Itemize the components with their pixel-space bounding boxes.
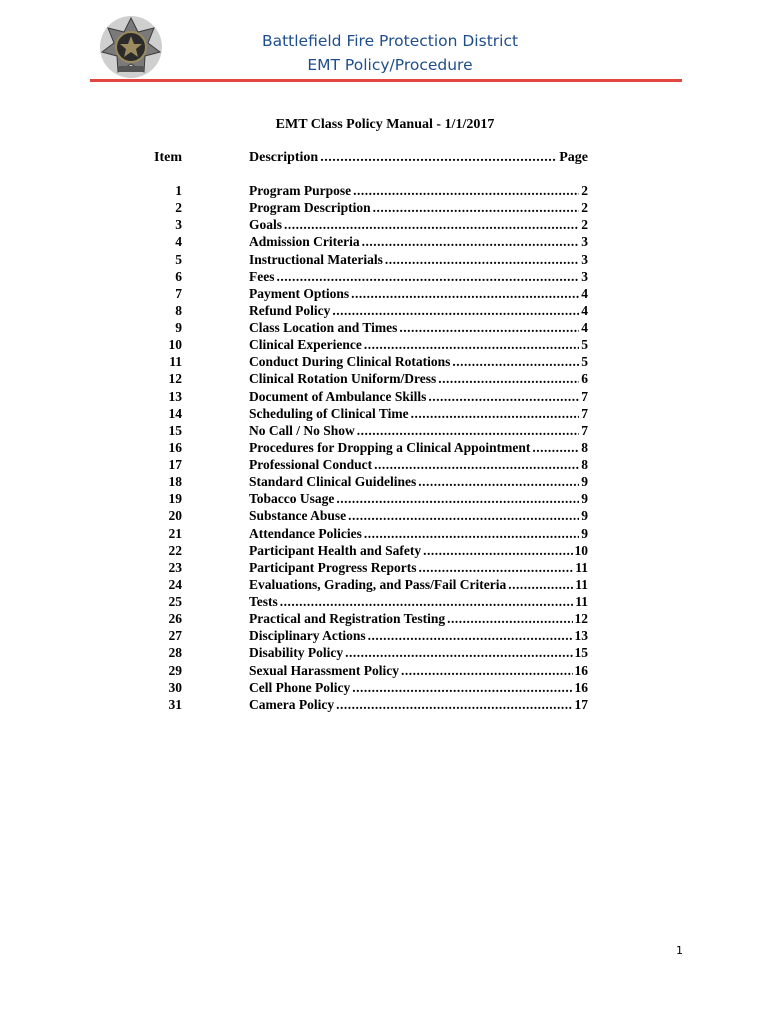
organization-name: Battlefield Fire Protection District [261,32,519,50]
toc-entry-title: Evaluations, Grading, and Pass/Fail Criteria [249,576,507,592]
toc-dot-leader [447,610,572,627]
toc-dot-leader [284,216,579,233]
toc-item-number: 25 [168,594,182,609]
toc-entry-page: 16 [574,679,588,695]
toc-row [140,336,590,353]
toc-entry-title: Clinical Rotation Uniform/Dress [249,371,437,387]
toc-item-number: 8 [175,302,182,318]
toc-row [140,302,590,319]
toc-item-number: 30 [168,679,182,695]
toc-dot-leader [373,199,580,216]
toc-entry[interactable] [249,233,588,250]
toc-entry-page: 7 [581,388,588,404]
toc-entry-page: 9 [581,508,588,524]
toc-entry-page: 4 [581,320,588,335]
toc-entry-page: 9 [581,525,588,541]
description-header-label: Description [249,150,319,165]
toc-entry-title: Disability Policy [249,645,344,661]
toc-row [140,525,590,542]
toc-dot-leader [401,662,573,679]
toc-dot-leader [452,353,579,370]
toc-entry[interactable] [249,456,588,473]
toc-entry[interactable] [249,610,588,627]
toc-item-number: 24 [168,576,182,592]
toc-row [140,439,590,456]
toc-row [140,353,590,370]
toc-entry-title: Document of Ambulance Skills [249,388,427,404]
toc-item-number: 27 [168,628,182,644]
toc-entry-title: Instructional Materials [249,251,383,267]
toc-dot-leader [348,507,579,524]
toc-entry-title: Participant Health and Safety [249,542,422,558]
toc-dot-leader [532,439,579,456]
toc-entry-page: 10 [574,542,588,558]
toc-item-number: 4 [175,234,182,250]
toc-row [140,199,590,216]
toc-row [140,610,590,627]
toc-entry-page: 15 [574,645,588,661]
toc-entry-title: Sexual Harassment Policy [249,662,399,678]
toc-entry[interactable] [249,405,588,422]
header-divider [90,79,682,82]
toc-entry-page: 11 [575,576,588,592]
toc-dot-leader [364,336,579,353]
toc-row [140,644,590,661]
toc-entry[interactable] [249,251,588,268]
toc-entry-title: Cell Phone Policy [249,679,351,695]
toc-row [140,319,590,336]
toc-entry[interactable] [249,336,588,353]
toc-dot-leader [353,182,579,199]
toc-entry[interactable] [249,473,588,490]
toc-entry-page: 16 [574,662,588,678]
toc-item-number: 19 [168,491,182,507]
toc-item-number: 10 [168,337,182,353]
toc-entry-title: Practical and Registration Testing [249,611,446,627]
toc-dot-leader [368,627,573,644]
toc-entry[interactable] [249,696,588,713]
toc-entry[interactable] [249,439,588,456]
toc-entry[interactable] [249,593,588,610]
toc-dot-leader [418,559,573,576]
toc-row [140,542,590,559]
toc-item-number: 3 [175,217,182,233]
toc-dot-leader [411,405,580,422]
toc-entry-page: 11 [575,594,588,609]
toc-item-number: 5 [175,251,182,267]
toc-entry-title: No Call / No Show [249,422,355,438]
toc-entry[interactable] [249,353,588,370]
toc-dot-leader [351,285,579,302]
toc-dot-leader [438,370,579,387]
toc-entry-page: 12 [574,611,588,627]
toc-dot-leader [362,233,580,250]
toc-entry-page: 2 [581,200,588,216]
toc-row [140,559,590,576]
toc-entry-page: 17 [574,696,588,712]
toc-entry-title: Goals [249,217,283,233]
header-dot-leader [320,150,557,166]
toc-entry-page: 7 [581,422,588,438]
toc-entry-title: Disciplinary Actions [249,628,366,644]
toc-row [140,405,590,422]
toc-entry-page: 4 [581,285,588,301]
toc-entry-title: Payment Options [249,285,350,301]
toc-row [140,576,590,593]
toc-row [140,422,590,439]
toc-entry-page: 8 [581,439,588,455]
toc-entry[interactable] [249,388,588,405]
toc-row [140,662,590,679]
toc-entry-title: Substance Abuse [249,508,347,524]
toc-item-number: 2 [175,200,182,216]
table-of-contents [140,182,590,713]
toc-row [140,490,590,507]
toc-entry[interactable] [249,319,588,336]
toc-dot-leader [276,268,579,285]
toc-entry[interactable] [249,679,588,696]
toc-item-number: 18 [168,474,182,490]
toc-item-number: 23 [168,559,182,575]
toc-dot-leader [385,251,579,268]
toc-item-number: 12 [168,371,182,387]
toc-entry[interactable] [249,507,588,524]
toc-row [140,627,590,644]
toc-dot-leader [357,422,579,439]
toc-entry-title: Procedures for Dropping a Clinical Appointment [249,439,531,455]
toc-item-number: 6 [175,268,182,284]
toc-row [140,507,590,524]
toc-item-number: 7 [175,285,182,301]
toc-entry[interactable] [249,662,588,679]
toc-item-number: 13 [168,388,182,404]
toc-entry[interactable] [249,559,588,576]
toc-row [140,216,590,233]
toc-row [140,285,590,302]
toc-entry-title: Program Purpose [249,183,352,198]
toc-entry-page: 13 [574,628,588,644]
toc-row [140,679,590,696]
toc-row [140,251,590,268]
toc-item-number: 1 [175,183,182,198]
toc-entry-title: Professional Conduct [249,457,373,472]
toc-row [140,388,590,405]
toc-item-number: 28 [168,645,182,661]
toc-entry[interactable] [249,370,588,387]
toc-dot-leader [280,593,573,610]
description-column-header [249,150,588,166]
toc-entry-page: 9 [581,491,588,507]
toc-dot-leader [428,388,579,405]
toc-entry-title: Conduct During Clinical Rotations [249,354,451,370]
toc-entry-title: Clinical Experience [249,337,362,353]
toc-row [140,593,590,610]
toc-entry-title: Fees [249,268,275,284]
toc-item-number: 31 [168,696,182,712]
toc-row [140,370,590,387]
toc-dot-leader [336,490,579,507]
toc-entry-page: 3 [581,234,588,250]
toc-entry-title: Class Location and Times [249,320,398,335]
toc-entry-page: 7 [581,405,588,421]
page-header-label: Page [559,150,588,165]
toc-entry-page: 5 [581,337,588,353]
toc-dot-leader [374,456,579,473]
toc-dot-leader [508,576,573,593]
toc-entry[interactable] [249,285,588,302]
toc-row [140,182,590,199]
toc-row [140,696,590,713]
toc-entry-title: Admission Criteria [249,234,360,250]
toc-entry[interactable] [249,490,588,507]
toc-entry-title: Participant Progress Reports [249,559,417,575]
page-number: 1 [676,944,683,957]
toc-entry-page: 3 [581,268,588,284]
toc-entry-page: 4 [581,302,588,318]
toc-item-number: 20 [168,508,182,524]
fire-district-badge-icon [98,14,164,80]
item-column-header: Item [154,150,182,165]
toc-item-number: 9 [175,320,182,335]
toc-entry-title: Program Description [249,200,371,216]
toc-row [140,456,590,473]
toc-item-number: 17 [168,457,182,472]
toc-entry[interactable] [249,216,588,233]
toc-entry[interactable] [249,422,588,439]
toc-item-number: 22 [168,542,182,558]
toc-item-number: 21 [168,525,182,541]
toc-entry[interactable] [249,576,588,593]
toc-entry-title: Refund Policy [249,302,331,318]
toc-entry-title: Tobacco Usage [249,491,335,507]
toc-dot-leader [352,679,572,696]
toc-item-number: 14 [168,405,182,421]
toc-entry-page: 6 [581,371,588,387]
toc-row [140,268,590,285]
toc-entry[interactable] [249,302,588,319]
toc-entry-page: 9 [581,474,588,490]
toc-entry-title: Camera Policy [249,696,335,712]
toc-dot-leader [399,319,579,336]
toc-entry[interactable] [249,199,588,216]
toc-dot-leader [423,542,572,559]
toc-item-number: 26 [168,611,182,627]
toc-entry-page: 2 [581,183,588,198]
document-subtitle: EMT Policy/Procedure [307,56,473,74]
manual-title: EMT Class Policy Manual - 1/1/2017 [275,117,495,132]
toc-dot-leader [345,644,572,661]
toc-entry-title: Scheduling of Clinical Time [249,405,409,421]
toc-dot-leader [336,696,572,713]
toc-dot-leader [364,525,579,542]
toc-entry-page: 8 [581,457,588,472]
toc-entry-page: 3 [581,251,588,267]
toc-entry-page: 2 [581,217,588,233]
toc-entry-title: Standard Clinical Guidelines [249,474,417,490]
toc-item-number: 15 [168,422,182,438]
toc-item-number: 16 [168,439,182,455]
toc-entry-page: 5 [581,354,588,370]
toc-entry[interactable] [249,182,588,199]
toc-entry-title: Attendance Policies [249,525,362,541]
toc-item-number: 11 [169,354,182,370]
toc-item-number: 29 [168,662,182,678]
toc-row [140,473,590,490]
toc-dot-leader [418,473,579,490]
toc-entry[interactable] [249,644,588,661]
toc-entry[interactable] [249,525,588,542]
toc-entry-page: 11 [575,559,588,575]
toc-row [140,233,590,250]
toc-entry[interactable] [249,268,588,285]
toc-dot-leader [332,302,579,319]
toc-entry-title: Tests [249,594,278,609]
toc-entry[interactable] [249,542,588,559]
toc-entry[interactable] [249,627,588,644]
